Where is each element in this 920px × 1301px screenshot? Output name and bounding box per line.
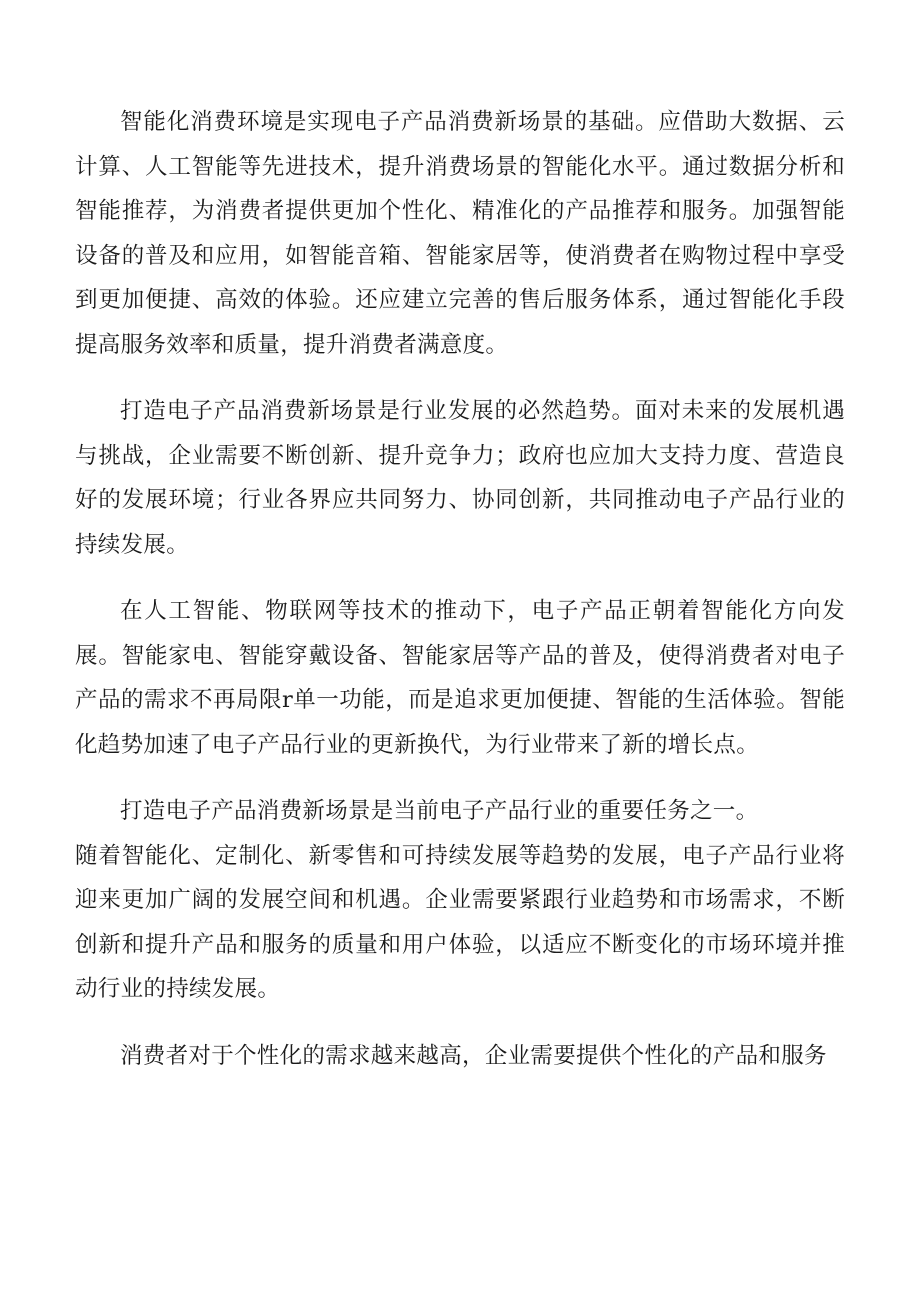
paragraph-intelligent-development: 在人工智能、物联网等技术的推动下，电子产品正朝着智能化方向发展。智能家电、智能穿戴设备、智能家居等产品的普及，使得消费者对电子产品的需求不再局限r单一功能，而是追求更加便捷、智能的生活体验。智能化趋势加速了电子产品行业的更新换代，为行业带来了新的增长点。: [75, 598, 845, 758]
paragraph-industry-trend: 打造电子产品消费新场景是行业发展的必然趋势。面对未来的发展机遇与挑战，企业需要不断创新、提升竞争力；政府也应加大支持力度、营造良好的发展环境；行业各界应共同努力、协同创新，共同推动电子产品行业的持续发展。: [75, 398, 845, 558]
paragraph-future-outlook: 随着智能化、定制化、新零售和可持续发展等趋势的发展，电子产品行业将迎来更加广阔的发展空间和机遇。企业需要紧跟行业趋势和市场需求，不断创新和提升产品和服务的质量和用户体验，以适应不断变化的市场环境并推动行业的持续发展。: [75, 842, 845, 1002]
paragraph-smart-consumption-environment: 智能化消费环境是实现电子产品消费新场景的基础。应借助大数据、云计算、人工智能等先进技术，提升消费场景的智能化水平。通过数据分析和智能推荐，为消费者提供更加个性化、精准化的产品推荐和服务。加强智能设备的普及和应用，如智能音箱、智能家居等，使消费者在购物过程中享受到更加便捷、高效的体验。还应建立完善的售后服务体系，通过智能化手段提高服务效率和质量，提升消费者满意度。: [75, 109, 845, 358]
paragraph-personalization: 消费者对于个性化的需求越来越高，企业需要提供个性化的产品和服务: [120, 1042, 827, 1069]
paragraph-key-task: 打造电子产品消费新场景是当前电子产品行业的重要任务之一。: [120, 798, 759, 824]
document-page: [75, 100, 845, 1100]
